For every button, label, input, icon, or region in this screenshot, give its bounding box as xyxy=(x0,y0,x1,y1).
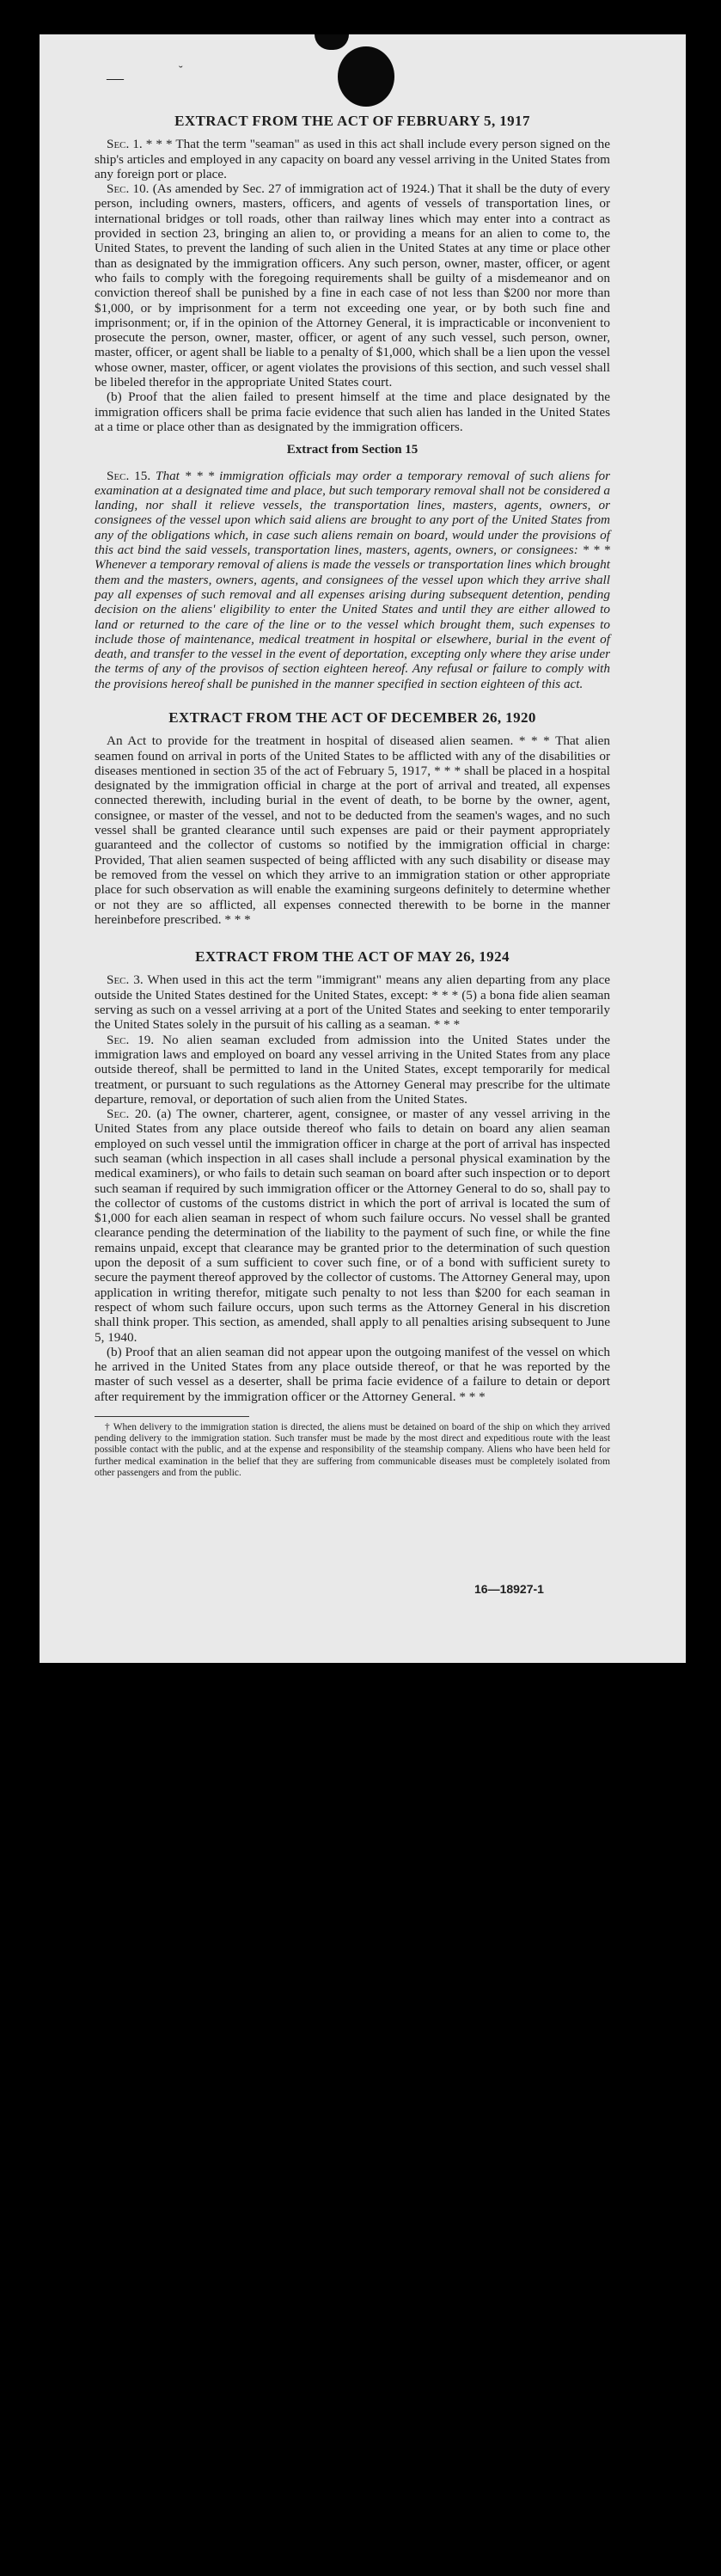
section-heading: EXTRACT FROM THE ACT OF FEBRUARY 5, 1917 xyxy=(174,113,530,129)
paragraph-text: * * * That the term "seaman" as used in this act shall include every person signed on the ship's articles and employed in any capacity on board any vessel arriving in the United States from any foreign port or place. xyxy=(95,137,611,181)
section-heading: Extract from Section 15 xyxy=(286,443,419,457)
paragraph xyxy=(95,1033,610,1107)
section-label: Sec. 10. xyxy=(107,181,150,197)
paragraph-text: (As amended by Sec. 27 of immigration act of 1924.) That it shall be the duty of every person, including owners, masters, officers, and agents of vessels of transportation lines, or international bridges or toll roads, other than railway lines which may enter into a contract as provided in section 23, bringing an alien to, or providing a means for an alien to come to, the United States, to prevent the landing of such alien in the United States at any time or place other than as designated by the immigration officers. Any such person, owner, master, officer, or agent who fails to comply with the foregoing requirements shall be guilty of a misdemeanor and on conviction thereof shall be punished by a fine in each case of not less than $200 nor more than $1,000, or by imprisonment for a term not exceeding one year, or by both such fine and imprisonment; or, if in the opinion of the Attorney General, it is impracticable or inconvenient to prosecute the person, owner, master, officer, or agent of any such vessel, such person, owner, master, officer, or agent shall be liable to a penalty of $1,000, which shall be a lien upon the vessel whose owner, master, officer, or agent violates the provisions of this section, and such vessel shall be libeled therefor in the appropriate United States court. xyxy=(95,181,611,390)
punch-hole xyxy=(338,46,394,107)
paragraph xyxy=(95,972,610,1032)
paragraph-text: (b) Proof that an alien seaman did not appear upon the outgoing manifest of the vessel on which he arrived in the United States from any place outside thereof, or that he was reported by the master of such vessel as a deserter, shall be prima facie evidence of a failure to detain or deport after requirement by the immigration officer or the Attorney General. * * * xyxy=(95,1344,610,1404)
footnote-divider xyxy=(95,1416,249,1417)
stray-mark: — xyxy=(107,69,124,88)
paragraph xyxy=(95,1345,610,1404)
paragraph-text: That * * * immigration officials may order a temporary removal of such aliens for examination at a designated time and place, but such temporary removal shall not be considered a landing, nor shall it relieve vessels, the transportation lines, masters, agents, owners, or consignees of the vessel upon which said aliens are brought to any port of the United States from any of the obligations which, in case such aliens remain on board, would under the provisions of this act bind the said vessels, transportation lines, masters, agents, owners, or consignees: * * * Whenever a temporary removal of aliens is made the vessels or transportation lines which brought them and the masters, owners, agents, and consignees of the vessel upon which they arrive shall pay all expenses of such removal and all expenses arising during subsequent detention, pending decision on the aliens' eligibility to enter the United States and until they are either allowed to land or returned to the care of the line or to the vessel which brought them, such expenses to include those of maintenance, medical treatment in hospital or elsewhere, burial in the event of death, and transfer to the vessel in the event of deportation, excepting only where they arise under the terms of any of the provisos of section eighteen hereof. Any refusal or failure to comply with the provisions hereof shall be punished in the manner specified in section eighteen of this act. xyxy=(95,468,610,691)
section-heading: EXTRACT FROM THE ACT OF DECEMBER 26, 1920 xyxy=(168,708,536,726)
section-label: Sec. 20. xyxy=(107,1107,151,1122)
section-label: Sec. 15. xyxy=(107,468,151,483)
paragraph-text: When used in this act the term "immigrant" means any alien departing from any place outside the United States destined for the United States, except: * * * (5) a bona fide alien seaman serving as such on a vessel arriving at a port of the United States and seeking to enter temporarily the United States solely in the pursuit of his calling as a seaman. * * * xyxy=(95,972,610,1033)
paragraph-text: No alien seaman excluded from admission into the United States under the immigration laws and employed on board any vessel arriving in the United States from any place outside thereof, shall be permitted to land in the United States, except temporarily for medical treatment, or pursuant to such regulations as the Attorney General may prescribe for the ultimate departure, removal, or deportation of such alien from the United States. xyxy=(95,1032,611,1107)
paragraph xyxy=(95,733,610,927)
paragraph xyxy=(95,389,610,434)
paragraph xyxy=(95,137,610,181)
section-heading: EXTRACT FROM THE ACT OF MAY 26, 1924 xyxy=(195,948,510,966)
paragraph-text: An Act to provide for the treatment in hospital of diseased alien seamen. * * * That alien seamen found on arrival in ports of the United States to be afflicted with any of the disabilities or diseases mentioned in section 35 of the act of February 5, 1917, * * * shall be placed in a hospital designated by the immigration official in charge at the port of arrival and treated, all expenses connected therewith, including burial in the event of death, to be borne by the owner, agent, consignee, or master of the vessel, and not to be deducted from the seamen's wages, and no such vessel shall be granted clearance until such expenses are paid or their payment appropriately guaranteed and the collector of customs so notified by the immigration official in charge: Provided, That alien seamen suspected of being afflicted with any such disability or disease may be removed from the vessel on which they arrive to an immigration station or other appropriate place for such observation as will enable the examining surgeons definitely to determine whether or not they are so afflicted, all expenses connected therewith to be borne in the manner hereinbefore prescribed. * * * xyxy=(95,733,610,927)
paragraph xyxy=(95,469,610,691)
stray-mark: ˘ xyxy=(179,64,183,77)
section-label: Sec. 19. xyxy=(107,1032,155,1047)
paragraph xyxy=(95,181,610,389)
document-body xyxy=(95,113,610,1479)
section-label: Sec. 3. xyxy=(107,972,144,988)
paragraph-text: (a) The owner, charterer, agent, consignee, or master of any vessel arriving in the United States from any place outside thereof who fails to detain on board any alien seaman employed on such vessel until the immigration officer in charge at the port of arrival has inspected such seaman (which inspection in all cases shall include a personal physical examination by the medical examiners), or who fails to detain such seaman on board after such inspection or to deport such seaman if required by such immigration officer or the Attorney General to do so, shall pay to the collector of customs of the customs district in which the port of arrival is located the sum of $1,000 for each alien seaman in respect of whom such failure occurs. No vessel shall be granted clearance pending the determination of the liability to the payment of such fine, or while the fine remains unpaid, except that clearance may be granted prior to the determination of such question upon the deposit of a sum sufficient to cover such fine, or of a bond with sufficient surety to secure the payment thereof approved by the collector of customs. The Attorney General may, upon application in writing therefor, mitigate such penalty to not less than $200 for each seaman in respect of whom such failure occurs, upon such terms as the Attorney General in his discretion shall think proper. This section, as amended, shall apply to all penalties arising subsequent to June 5, 1940. xyxy=(95,1107,610,1345)
section-label: Sec. 1. xyxy=(107,137,143,152)
paragraph xyxy=(95,1107,610,1345)
footnote: † When delivery to the immigration station is directed, the aliens must be detained on board of the ship on which they arrived pending delivery to the immigration station. Such transfer must be made by the most direct and expeditious route with the least possible contact with the public, and at the expense and responsibility of the steamship company. Aliens who have been held for further medical examination in the belief that they are suffering from communicable diseases must be completely isolated from other passengers and from the public. xyxy=(95,1422,610,1478)
paragraph-text: (b) Proof that the alien failed to present himself at the time and place designated by the immigration officers shall be prima facie evidence that such alien has landed in the United States at a time or place other than as designated by the immigration officers. xyxy=(95,389,610,434)
document-number: 16—18927-1 xyxy=(474,1582,544,1596)
